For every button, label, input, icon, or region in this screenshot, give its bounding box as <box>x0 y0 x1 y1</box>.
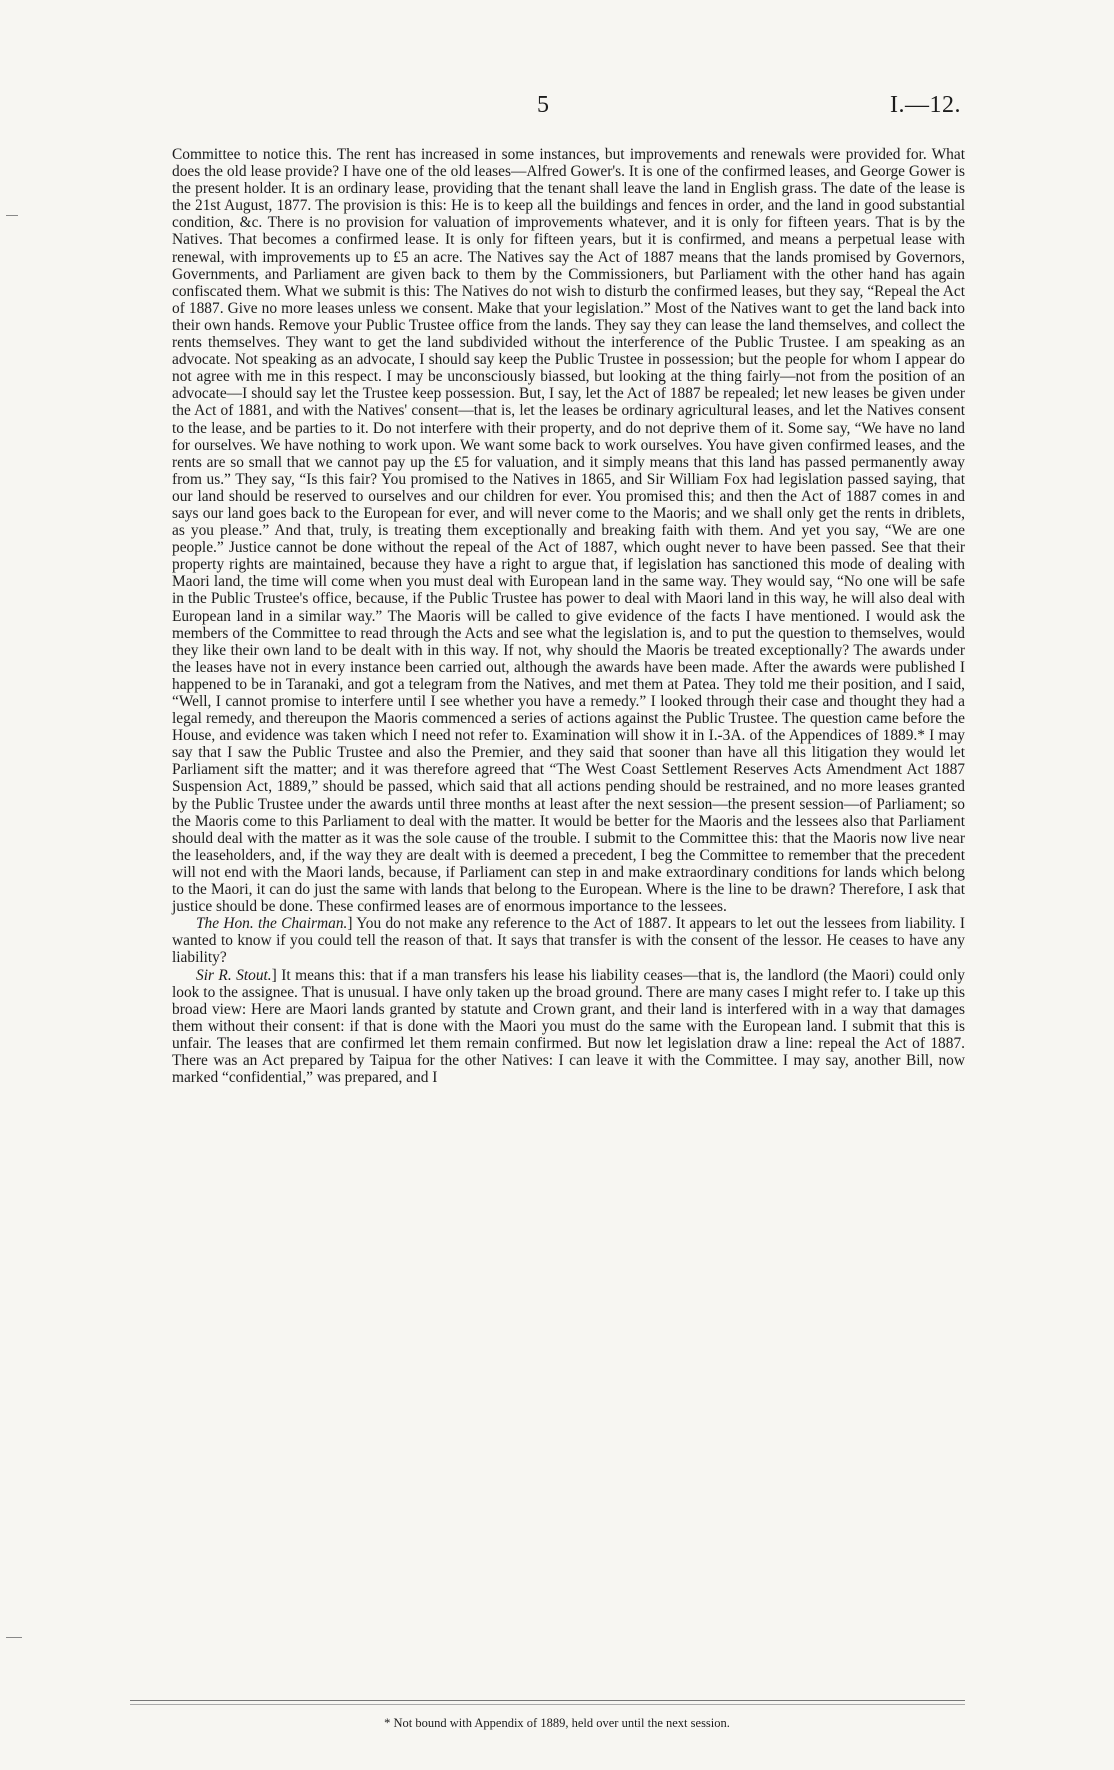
footnote-rule <box>130 1700 965 1701</box>
page-number: 5 <box>537 92 549 118</box>
speaker-name: Sir R. Stout. <box>196 966 272 984</box>
paragraph: Committee to notice this. The rent has increased in some instances, but improvements and renewals were provided for. What does the old lease provide? I have one of the old leases—Alfred Gower's. It is one of the confirmed leases, and George Gower is the present holder. It is an ordinary lease, providing that the tenant shall leave the land in English grass. The date of the lease is the 21st August, 1877. The provision is this: He is to keep all the buildings and fences in order, and the land in good substantial condition, &c. There is no provision for valuation of improvements whatever, and it is only for fifteen years. That is by the Natives. That becomes a confirmed lease. It is only for fifteen years, but it is confirmed, and means a perpetual lease with renewal, with improvements up to £5 an acre. The Natives say the Act of 1887 means that the lands promised by Governors, Governments, and Parliament are given back to them by the Commissioners, but Parliament with the other hand has again confiscated them. What we submit is this: The Natives do not wish to disturb the confirmed leases, but they say, “Repeal the Act of 1887. Give no more leases unless we consent. Make that your legislation.” Most of the Natives want to get the land back into their own hands. Remove your Public Trustee office from the lands. They say they can lease the land themselves, and collect the rents themselves. They want to get the land subdivided without the interference of the Public Trustee. I am speaking as an advocate. Not speaking as an advocate, I should say keep the Public Trustee in possession; but the people for whom I appear do not agree with me in this respect. I may be unconsciously biassed, but looking at the thing fairly—not from the position of an advocate—I should say let the Trustee keep possession. But, I say, let the Act of 1887 be repealed; let new leases be given under the Act of 1881, and with the Natives' consent—that is, let the leases be ordinary agricultural leases, and let the Natives consent to the lease, and be parties to it. Do not interfere with their property, and do not deprive them of it. Some say, “We have no land for ourselves. We have nothing to work upon. We want some back to work ourselves. You have given confirmed leases, and the rents are so small that we cannot pay up the £5 for valuation, and it simply means that this land has passed permanently away from us.” They say, “Is this fair? You promised to the Natives in 1865, and Sir William Fox had legislation passed saying, that our land should be reserved to ourselves and our children for ever. You promised this; and then the Act of 1887 comes in and says our land goes back to the European for ever, and will never come to the Maoris; and we shall only get the rents in driblets, as you please.” And that, truly, is treating them exceptionally and breaking faith with them. And yet you say, “We are one people.” Justice cannot be done without the repeal of the Act of 1887, which ought never to have been passed. See that their property rights are maintained, because they have a right to argue that, if legislation has sanctioned this mode of dealing with Maori land, the time will come when you must deal with European land in the same way. They would say, “No one will be safe in the Public Trustee's office, because, if the Public Trustee has power to deal with Maori land in this way, he will also deal with European land in a similar way.” The Maoris will be called to give evidence of the facts I have mentioned. I would ask the members of the Committee to read through the Acts and see what the legislation is, and to put the question to themselves, would they like their own land to be dealt with in this way. If not, why should the Maoris be treated exceptionally? The awards under the leases have not in every instance been carried out, although the awards have been made. After the awards were published I happened to be in Taranaki, and got a telegram from the Natives, and met them at Patea. They told me their position, and I said, “Well, I cannot promise to interfere until I see whether you have a remedy.” I looked through their case and thought they had a legal remedy, and thereupon the Maoris commenced a series of actions against the Public Trustee. The question came before the House, and evidence was taken which I need not refer to. Examination will show it in I.-3A. of the Appendices of 1889.* I may say that I saw the Public Trustee and also the Premier, and they said that sooner than have all this litigation they would let Parliament sift the matter; and it was therefore agreed that “The West Coast Settlement Reserves Acts Amendment Act 1887 Suspension Act, 1889,” should be passed, which said that all actions pending should be restrained, and no more leases granted by the Public Trustee under the awards until three months at least after the next session—the present session—of Parliament; so the Maoris come to this Parliament to deal with the matter. It would be better for the Maoris and the lessees also that Parliament should deal with the matter as it was the sole cause of the trouble. I submit to the Committee this: that the Maoris now live near the leaseholders, and, if the way they are dealt with is deemed a precedent, I beg the Committee to remember that the precedent will not end with the Maori lands, because, if Parliament can step in and make extraordinary conditions for lands which belong to the Maori, it can do just the same with lands that belong to the European. Where is the line to be drawn? Therefore, I ask that justice should be done. These confirmed leases are of enormous importance to the lessees. <box>172 146 965 916</box>
speaker-name: The Hon. the Chairman. <box>196 915 348 933</box>
paragraph <box>172 967 965 1087</box>
document-code: I.—12. <box>890 92 961 118</box>
footnote: * Not bound with Appendix of 1889, held over until the next session. <box>384 1716 730 1730</box>
margin-mark <box>6 1637 22 1638</box>
footnote-rule <box>130 1704 965 1705</box>
paragraph <box>172 915 965 966</box>
margin-mark <box>6 215 18 216</box>
paragraph-text: ] It means this: that if a man transfers his lease his liability ceases—that is, the landlord (the Maori) could only look to the assignee. That is unusual. I have only taken up the broad ground. There are many cases I might refer to. I take up this broad view: Here are Maori lands granted by statute and Crown grant, and their land is interfered with in a way that damages them without their consent: if that is done with the Maori you must do the same with the European land. I submit that this is unfair. The leases that are confirmed let them remain confirmed. But now let legislation draw a line: repeal the Act of 1887. There was an Act prepared by Taipua for the other Natives: I can leave it with the Committee. I may say, another Bill, now marked “confidential,” was prepared, and I <box>172 966 965 1087</box>
body-text <box>172 146 965 1086</box>
paragraph-text: ] You do not make any reference to the Act of 1887. It appears to let out the lessees from liability. I wanted to know if you could tell the reason of that. It says that transfer is with the consent of the lessor. He ceases to have any liability? <box>172 915 965 967</box>
